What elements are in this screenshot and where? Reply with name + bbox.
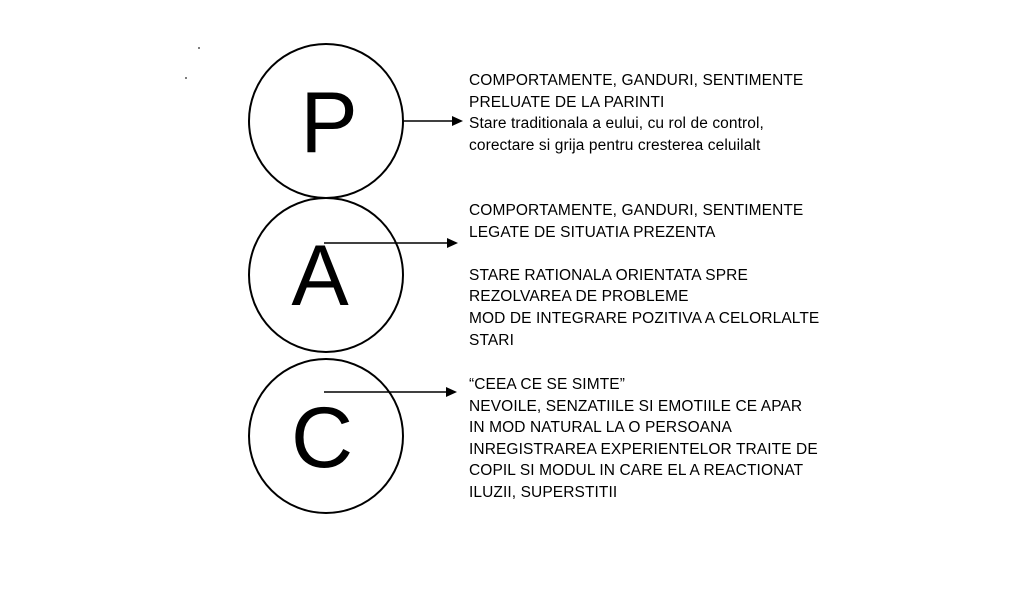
adult-arrow-head — [447, 238, 458, 248]
speck-mark — [198, 47, 200, 49]
description-line: REZOLVAREA DE PROBLEME — [469, 288, 689, 306]
adult-state — [249, 198, 403, 352]
description-line: COMPORTAMENTE, GANDURI, SENTIMENTE — [469, 72, 804, 89]
paragraph-gap — [469, 243, 889, 265]
description-line: COPIL SI MODUL IN CARE EL A REACTIONAT — [469, 462, 804, 480]
adult-letter: A — [291, 228, 349, 324]
description-line: STARI — [469, 331, 514, 349]
child-letter: C — [290, 390, 354, 486]
adult-description — [469, 200, 889, 351]
parent-arrow — [404, 116, 463, 126]
description-line: STARE RATIONALA ORIENTATA SPRE — [469, 266, 748, 284]
parent-description — [469, 70, 889, 156]
speck-mark — [185, 77, 187, 79]
description-line: LEGATE DE SITUATIA PREZENTA — [469, 223, 716, 241]
child-description — [469, 374, 889, 504]
child-arrow-head — [446, 387, 457, 397]
child-state — [249, 359, 403, 513]
description-line: INREGISTRAREA EXPERIENTELOR TRAITE DE — [469, 440, 818, 458]
description-line: COMPORTAMENTE, GANDURI, SENTIMENTE — [469, 202, 804, 219]
description-line: NEVOILE, SENZATIILE SI EMOTIILE CE APAR — [469, 397, 803, 415]
parent-arrow-head — [452, 116, 463, 126]
description-line: corectare si grija pentru cresterea celuilalt — [469, 136, 761, 154]
description-line: ILUZII, SUPERSTITII — [469, 483, 618, 501]
description-line: “CEEA CE SE SIMTE” — [469, 376, 625, 393]
description-line: MOD DE INTEGRARE POZITIVA A CELORLALTE — [469, 309, 820, 327]
parent-letter: P — [300, 75, 358, 171]
parent-state — [249, 44, 403, 198]
description-line: IN MOD NATURAL LA O PERSOANA — [469, 419, 732, 437]
description-line: Stare traditionala a eului, cu rol de control, — [469, 115, 764, 133]
description-line: PRELUATE DE LA PARINTI — [469, 93, 665, 111]
